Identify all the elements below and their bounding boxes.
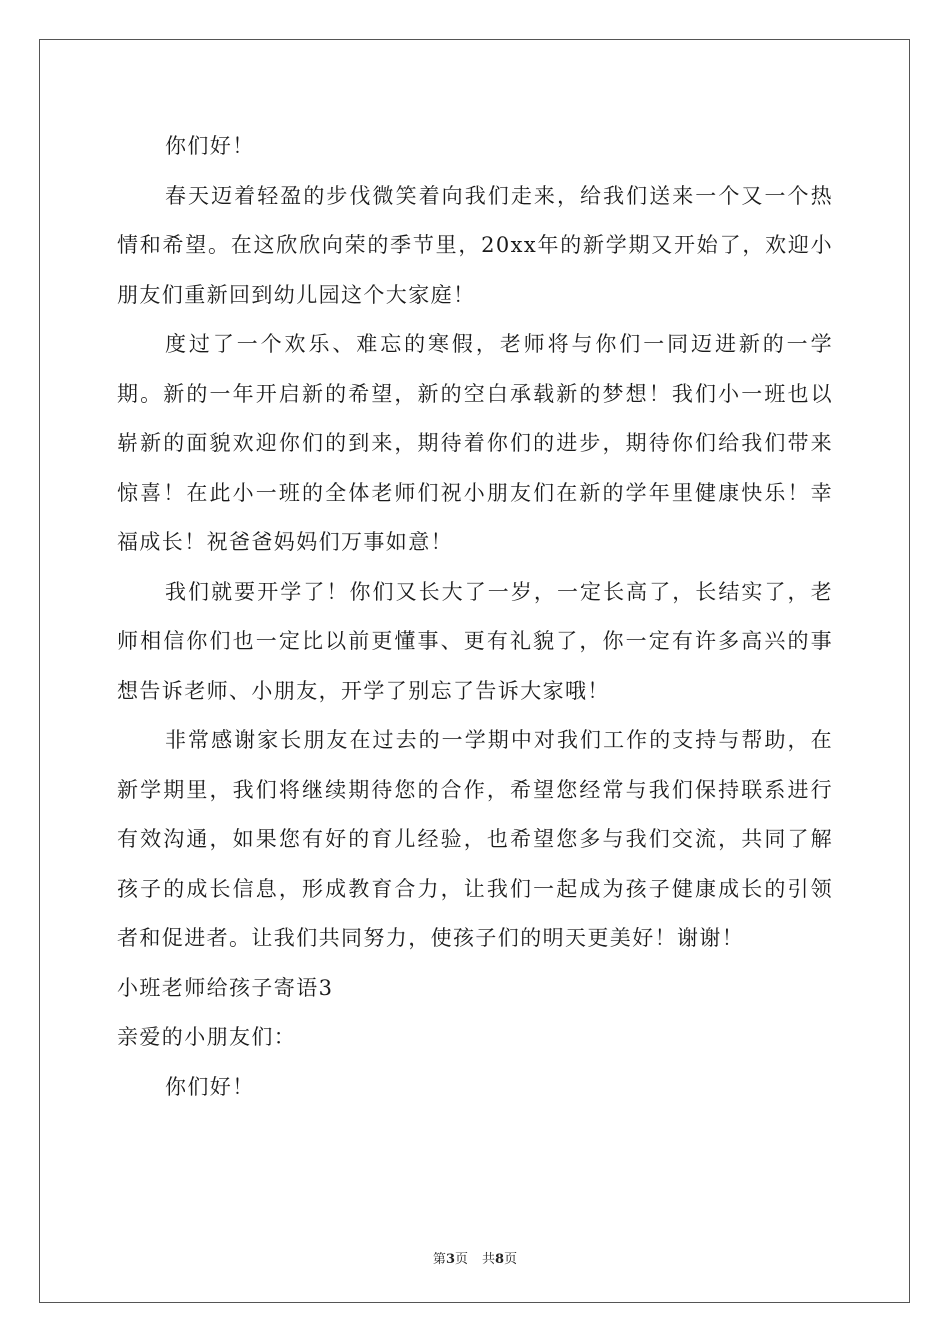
footer-page-total: 8 — [495, 1252, 505, 1267]
footer-page-current: 3 — [445, 1252, 455, 1267]
footer-page-prefix: 第 — [432, 1252, 446, 1267]
paragraph-greeting: 你们好！ — [165, 134, 255, 158]
salutation: 亲爱的小朋友们： — [117, 1025, 297, 1049]
footer-total-suffix: 页 — [504, 1252, 518, 1267]
paragraph-school-start: 我们就要开学了！你们又长大了一岁，一定长高了，长结实了，老师相信你们也一定比以前更懂事、更有礼貌了，你一定有许多高兴的事想告诉老师、小朋友，开学了别忘了告诉大家哦！ — [117, 579, 833, 703]
footer-page-suffix: 页 — [454, 1252, 468, 1267]
page-footer — [0, 1248, 950, 1267]
paragraph-greeting-2: 你们好！ — [165, 1074, 255, 1099]
section-heading: 小班老师给孩子寄语3 — [117, 975, 334, 1000]
paragraph-holiday: 度过了一个欢乐、难忘的寒假，老师将与你们一同迈进新的一学期。新的一年开启新的希望，新的空白承载新的梦想！我们小一班也以崭新的面貌欢迎你们的到来，期待着你们的进步，期待你们给我们带来惊喜！在此小一班的全体老师们祝小朋友们在新的学年里健康快乐！幸福成长！祝爸爸妈妈们万事如意！ — [117, 332, 833, 554]
paragraph-spring: 春天迈着轻盈的步伐微笑着向我们走来，给我们送来一个又一个热情和希望。在这欣欣向荣的季节里，20xx年的新学期又开始了，欢迎小朋友们重新回到幼儿园这个大家庭！ — [117, 183, 833, 307]
document-body — [117, 122, 833, 1112]
paragraph-thanks-parents: 非常感谢家长朋友在过去的一学期中对我们工作的支持与帮助，在新学期里，我们将继续期待您的合作，希望您经常与我们保持联系进行有效沟通，如果您有好的育儿经验，也希望您多与我们交流，共同了解孩子的成长信息，形成教育合力，让我们一起成为孩子健康成长的引领者和促进者。让我们共同努力，使孩子们的明天更美好！谢谢！ — [117, 728, 833, 950]
footer-total-prefix: 共 — [482, 1252, 496, 1267]
